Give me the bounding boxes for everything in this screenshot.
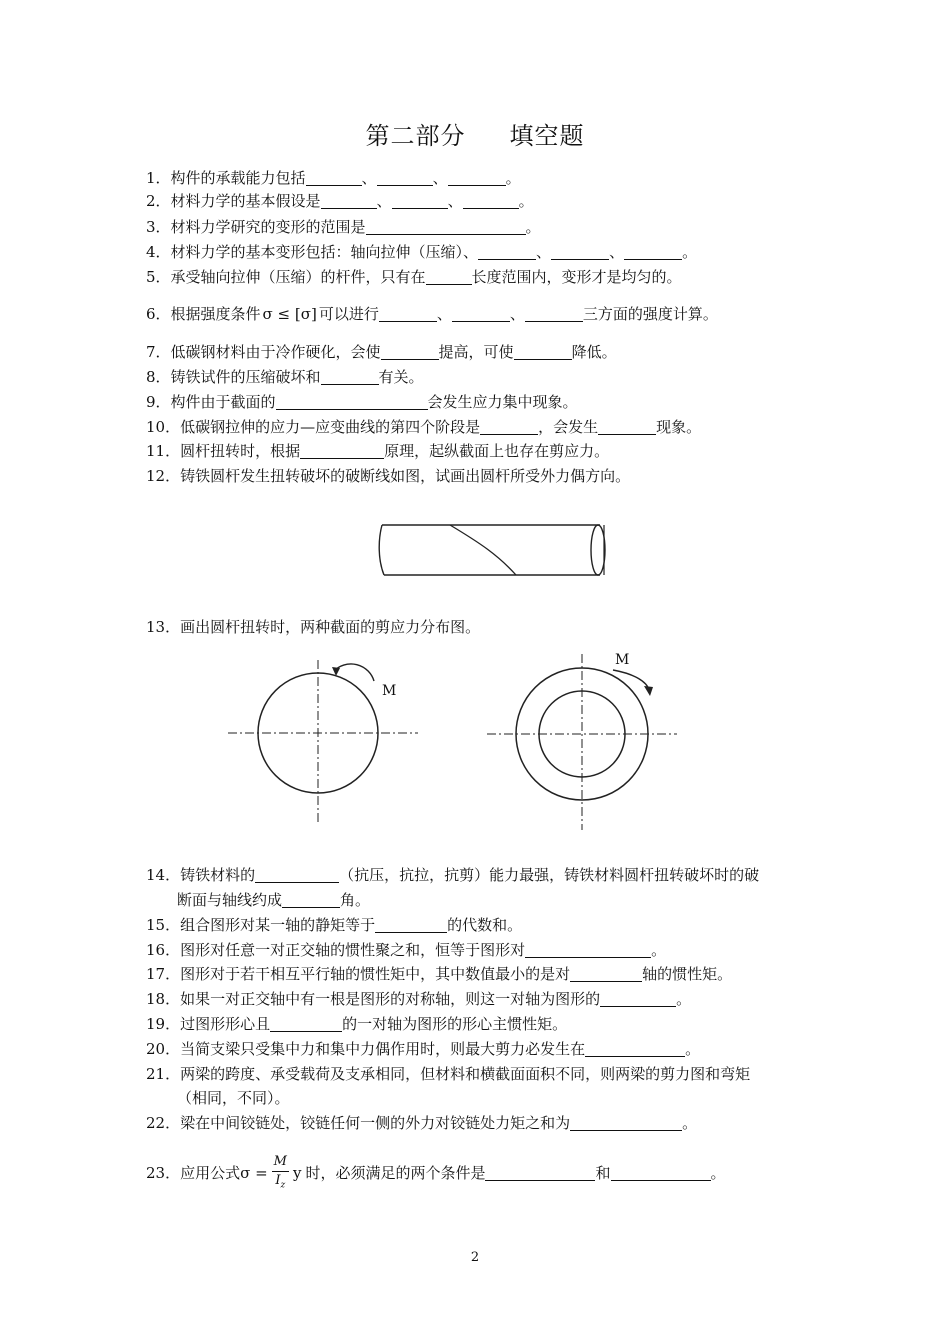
blank[interactable] [525, 941, 651, 958]
blank[interactable] [255, 866, 339, 883]
blank[interactable] [426, 268, 472, 285]
blank[interactable] [525, 305, 583, 322]
moment-arc [613, 670, 649, 690]
blank[interactable] [321, 368, 379, 385]
page-title [0, 116, 950, 151]
blank[interactable] [300, 442, 384, 459]
question-14-cont: 断面与轴线约成 角。 [177, 891, 371, 909]
blank[interactable] [570, 965, 642, 982]
question-1: 1．构件的承载能力包括 、 、 。 [146, 169, 521, 187]
question-6: 6．根据强度条件 σ ≤ [σ] 可以进行 、 、 三方面的强度计算。 [146, 305, 718, 323]
blank[interactable] [570, 1114, 682, 1131]
strength-formula: σ ≤ [σ] [262, 305, 317, 323]
bending-stress-fraction: $\frac{M}{I_z}$ [273, 1154, 287, 1191]
question-18: 18．如果一对正交轴中有一根是图形的对称轴，则这一对轴为图形的 。 [146, 990, 692, 1008]
question-9: 9．构件由于截面的 会发生应力集中现象。 [146, 393, 578, 411]
question-3: 3．材料力学研究的变形的范围是 。 [146, 218, 541, 236]
blank[interactable] [598, 418, 656, 435]
question-20: 20．当简支梁只受集中力和集中力偶作用时，则最大剪力必发生在 。 [146, 1040, 701, 1058]
blank[interactable] [448, 169, 506, 186]
moment-label: M [615, 652, 630, 668]
question-14: 14．铸铁材料的 （抗压，抗拉，抗剪）能力最强，铸铁材料圆杆扭转破坏时的破 [146, 866, 760, 884]
blank[interactable] [375, 916, 447, 933]
blank[interactable] [321, 192, 377, 209]
blank[interactable] [306, 169, 362, 186]
question-12: 12．铸铁圆杆发生扭转破坏的破断线如图，试画出圆杆所受外力偶方向。 [146, 467, 631, 485]
blank[interactable] [282, 891, 340, 908]
question-16: 16．图形对任意一对正交轴的惯性聚之和，恒等于图形对 。 [146, 941, 667, 959]
cast-iron-rod-figure [370, 515, 615, 585]
blank[interactable] [624, 243, 682, 260]
blank[interactable] [379, 305, 437, 322]
page-number: 2 [470, 1250, 480, 1265]
blank[interactable] [611, 1164, 711, 1181]
title-name: 填空题 [509, 122, 585, 150]
blank[interactable] [514, 343, 572, 360]
blank[interactable] [381, 343, 439, 360]
blank[interactable] [392, 192, 448, 209]
question-17: 17．图形对于若干相互平行轴的惯性矩中，其中数值最小的是对 轴的惯性矩。 [146, 965, 733, 983]
hollow-section-figure [485, 648, 685, 833]
question-7: 7．低碳钢材料由于冷作硬化，会使 提高，可使 降低。 [146, 343, 617, 361]
rod-right-end [591, 525, 605, 575]
question-2: 2．材料力学的基本假设是 、 、 。 [146, 192, 534, 210]
question-15: 15．组合图形对某一轴的静矩等于 的代数和。 [146, 916, 523, 934]
question-21: 21．两梁的跨度、承受载荷及支承相同，但材料和横截面面积不同，则两梁的剪力图和弯矩 [146, 1065, 751, 1083]
question-19: 19．过图形形心且 的一对轴为图形的形心主惯性矩。 [146, 1015, 568, 1033]
blank[interactable] [585, 1040, 685, 1057]
blank[interactable] [551, 243, 609, 260]
blank[interactable] [270, 1015, 342, 1032]
question-4: 4．材料力学的基本变形包括：轴向拉伸（压缩）、 、 、 。 [146, 243, 698, 261]
question-23: 23．应用公式σ = $\frac{M}{I_z}$ y 时，必须满足的两个条件是 和 。 [146, 1150, 726, 1196]
question-10: 10．低碳钢拉伸的应力—应变曲线的第四个阶段是 ，会发生 现象。 [146, 418, 702, 436]
solid-section-figure [228, 655, 423, 830]
question-5: 5．承受轴向拉伸（压缩）的杆件，只有在 长度范围内，变形才是均匀的。 [146, 268, 682, 286]
title-part: 第二部分 [365, 122, 466, 150]
blank[interactable] [276, 393, 428, 410]
blank[interactable] [463, 192, 519, 209]
moment-label: M [382, 683, 397, 699]
blank[interactable] [600, 990, 676, 1007]
blank[interactable] [480, 418, 538, 435]
question-22: 22．梁在中间铰链处，铰链任何一侧的外力对铰链处力矩之和为 。 [146, 1114, 698, 1132]
blank[interactable] [366, 218, 526, 235]
question-11: 11．圆杆扭转时，根据 原理，起纵截面上也存在剪应力。 [146, 442, 610, 460]
rod-left-end [379, 525, 384, 575]
question-8: 8．铸铁试件的压缩破坏和 有关。 [146, 368, 424, 386]
fracture-line [450, 525, 516, 575]
blank[interactable] [478, 243, 536, 260]
moment-arc [334, 664, 374, 681]
blank[interactable] [485, 1164, 595, 1181]
blank[interactable] [377, 169, 433, 186]
question-21-cont: （相同，不同）。 [177, 1089, 290, 1107]
question-13: 13．画出圆杆扭转时，两种截面的剪应力分布图。 [146, 618, 481, 636]
blank[interactable] [452, 305, 510, 322]
moment-arrowhead [644, 686, 653, 696]
